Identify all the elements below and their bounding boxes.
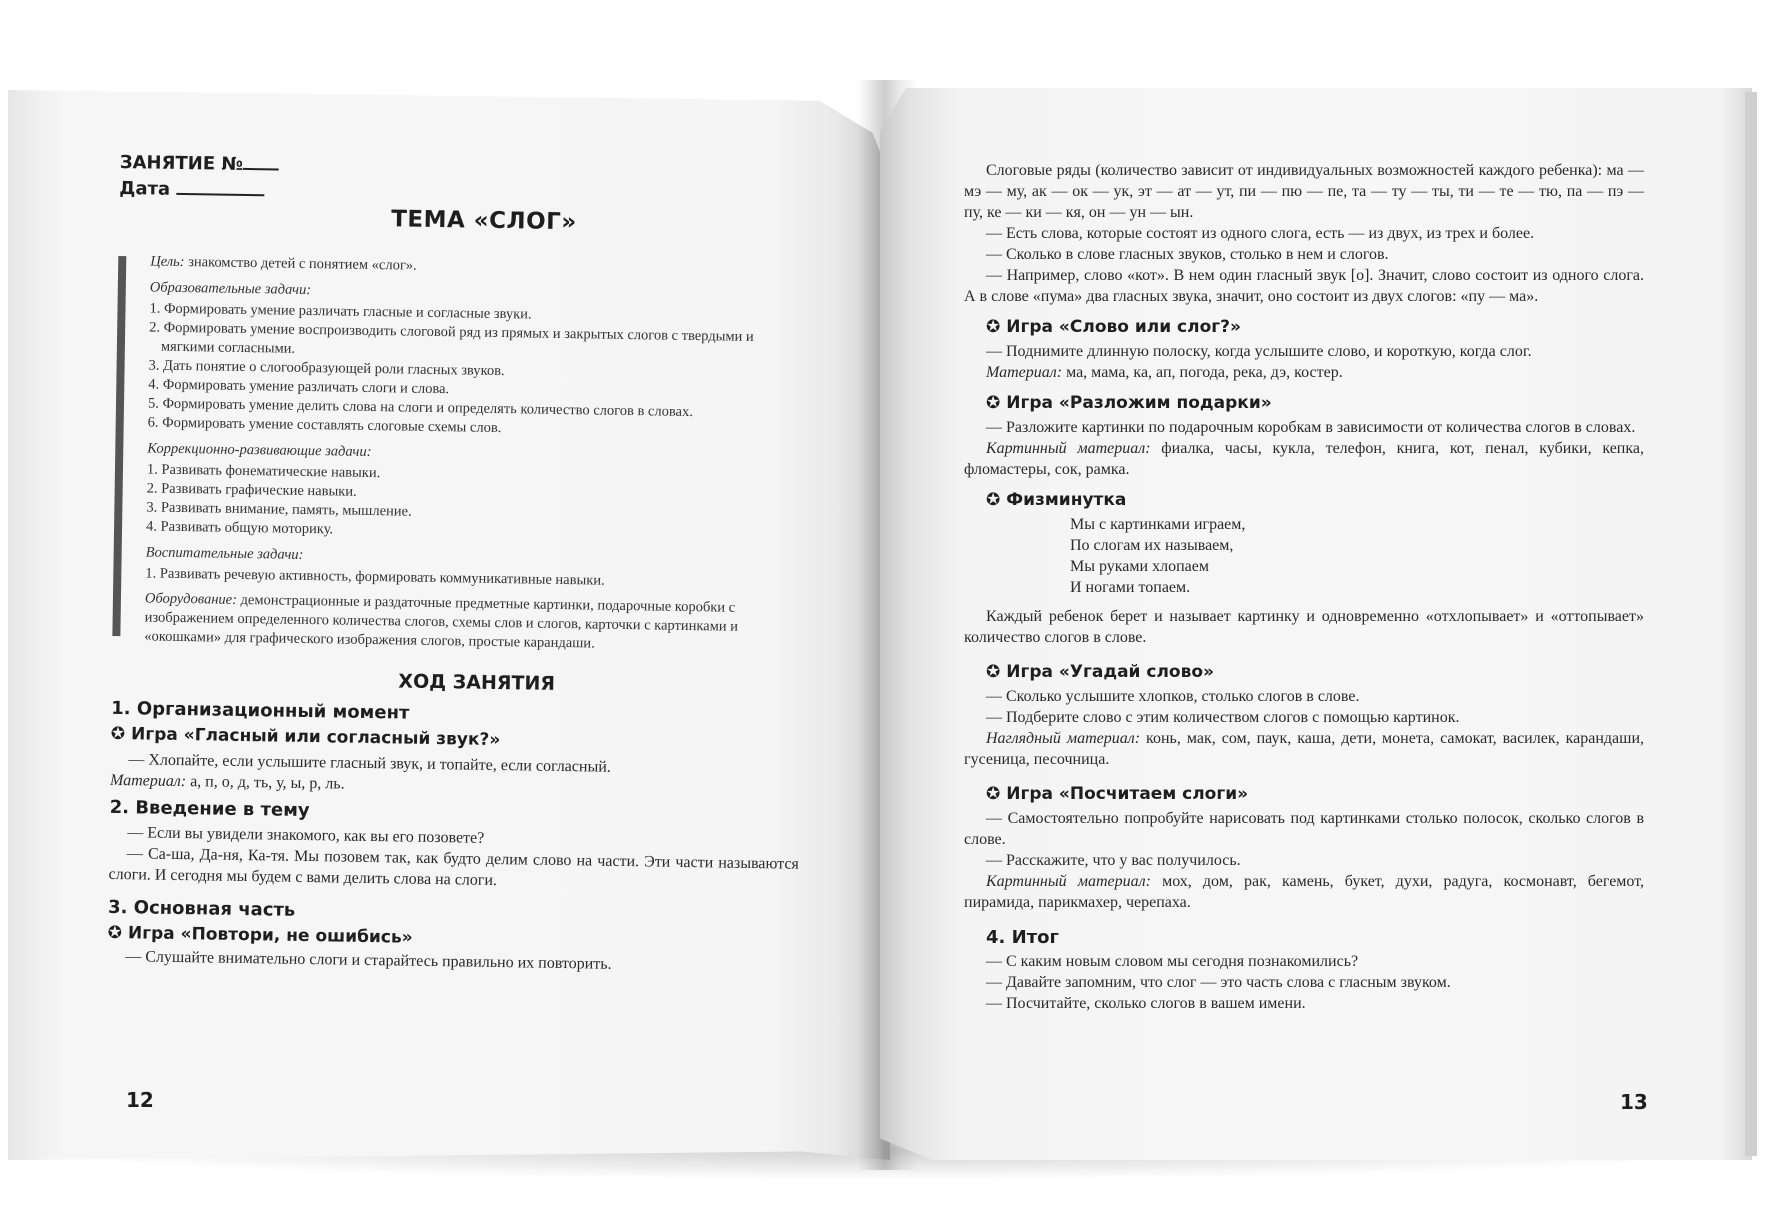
paragraph: Слоговые ряды (количество зависит от индивидуальных возможностей каждого ребенка): ма — мэ — му, ак — ок — ук, эт — ат — ут, пи — пю — пе, та — ту — ты, ти — те — тю, па — пэ — пу, ке — ки — кя, он — ун — ын. xyxy=(964,162,1644,221)
edu-tasks-list xyxy=(148,299,808,442)
paragraph: — Сколько услышите хлопков, столько слогов в слове. xyxy=(986,688,1360,705)
right-page-edge xyxy=(1745,92,1757,1156)
list-item: 5. Формировать умение делить слова на слоги и определять количество слогов в словах. xyxy=(147,395,694,421)
star-icon: ✪ xyxy=(986,662,1001,682)
material-line: Картинный материал: мох, дом, рак, камень, букет, духи, радуга, космонавт, бегемот, пирамида, парикмахер, черепаха. xyxy=(964,873,1644,911)
paragraph: Каждый ребенок берет и называет картинку и одновременно «отхлопывает» и «оттопывает» количество слогов в слове. xyxy=(964,608,1644,646)
game-heading: ✪ Игра «Разложим подарки» xyxy=(986,393,1272,413)
page-number-left: 12 xyxy=(126,1088,154,1112)
star-icon: ✪ xyxy=(107,922,123,944)
material-line: Картинный материал: фиалка, часы, кукла, телефон, книга, кот, пенал, кубики, кепка, фломастеры, сок, рамка. xyxy=(964,440,1644,478)
corr-tasks-list xyxy=(146,460,805,546)
game-heading: ✪ Игра «Слово или слог?» xyxy=(986,317,1241,337)
paragraph: — Хлопайте, если услышите гласный звук, и топайте, если согласный. xyxy=(128,751,611,776)
paragraph: — Давайте запомним, что слог — это часть слова с гласным звуком. xyxy=(986,974,1451,991)
paragraph: — Са-ша, Да-ня, Ка-тя. Мы позовем так, как будто делим слово на части. Эти части называются слоги. И сегодня мы будем с вами делить слова на слоги. xyxy=(108,845,799,890)
poem-line: Мы руками хлопаем xyxy=(1070,558,1209,575)
paragraph: — Посчитайте, сколько слогов в вашем имени. xyxy=(986,995,1306,1012)
paragraph: — С каким новым словом мы сегодня познакомились? xyxy=(986,953,1359,970)
paragraph: — Слушайте внимательно слоги и старайтесь правильно их повторить. xyxy=(125,948,612,973)
paragraph: — Расскажите, что у вас получилось. xyxy=(986,852,1241,869)
lesson-date-label: Дата xyxy=(119,176,809,213)
paragraph: — Если вы увидели знакомого, как вы его позовете? xyxy=(127,824,485,847)
paragraph: — Подберите слово с этим количеством слогов с помощью картинок. xyxy=(986,709,1460,726)
goals-box xyxy=(112,252,808,657)
poem xyxy=(1070,514,1644,598)
section-1-title: 1. Организационный момент xyxy=(111,697,410,724)
material-line: Наглядный материал: конь, мак, сом, паук, каша, дети, монета, самокат, василек, карандаши, гусеница, песочница. xyxy=(964,730,1645,768)
star-icon: ✪ xyxy=(986,784,1001,804)
list-item: 1. Формировать умение различать гласные и согласные звуки. xyxy=(149,300,532,323)
game-heading: ✪ Игра «Повтори, не ошибись» xyxy=(107,922,413,948)
list-item: 3. Развивать внимание, память, мышление. xyxy=(146,499,412,520)
paragraph: — Поднимите длинную полоску, когда услышите слово, и короткую, когда слог. xyxy=(986,343,1532,360)
material-line: Материал: ма, мама, ка, ап, погода, река, дэ, костер. xyxy=(986,364,1343,381)
list-item: 2. Развивать графические навыки. xyxy=(146,480,357,500)
list-item: 4. Развивать общую моторику. xyxy=(145,518,334,538)
vosp-tasks-label: Воспитательные задачи: xyxy=(145,544,304,563)
section-3-title: 3. Основная часть xyxy=(107,896,296,921)
course-title: ХОД ЗАНЯТИЯ xyxy=(398,670,556,695)
list-item: 4. Формировать умение различать слоги и слова. xyxy=(148,376,450,398)
paragraph: — Есть слова, которые состоят из одного слога, есть — из двух, из трех и более. xyxy=(986,225,1535,242)
game-heading: ✪ Игра «Угадай слово» xyxy=(986,662,1215,682)
star-icon: ✪ xyxy=(986,317,1001,337)
game-heading: ✪ Игра «Гласный или согласный звук?» xyxy=(110,723,501,751)
paragraph: — Например, слово «кот». В нем один гласный звук [о]. Значит, слово состоит из одного слога. А в слове «пума» два гласных звука, значит, оно состоит из двух слогов: «пу — ма». xyxy=(964,267,1644,305)
poem-line: Мы с картинками играем, xyxy=(1070,516,1246,533)
right-page-content xyxy=(964,160,1644,1014)
game-heading: ✪ Физминутка xyxy=(986,490,1127,510)
page-number-right: 13 xyxy=(1620,1090,1648,1114)
list-item: 1. Развивать фонематические навыки. xyxy=(146,461,381,482)
page-title: ТЕМА «СЛОГ» xyxy=(390,206,577,236)
equipment-paragraph: Оборудование: демонстрационные и раздаточные предметные картинки, подарочные коробки с изображением определенного количества слогов, схемы слов и слогов, карточки с картинками и «окошками» для графического изображения слогов, простые карандаши. xyxy=(144,590,739,652)
section-4-title: 4. Итог xyxy=(986,927,1059,948)
left-page-content xyxy=(107,150,810,978)
section-2-title: 2. Введение в тему xyxy=(109,796,310,822)
poem-line: По слогам их называем, xyxy=(1070,537,1234,554)
list-item: 3. Дать понятие о слогообразующей роли гласных звуков. xyxy=(148,357,505,380)
paragraph: — Сколько в слове гласных звуков, столько в нем и слогов. xyxy=(986,246,1389,263)
star-icon: ✪ xyxy=(986,490,1001,510)
lesson-number-label: ЗАНЯТИЕ № xyxy=(120,150,810,187)
list-item: 2. Формировать умение воспроизводить слоговой ряд из прямых и закрытых слогов с твердыми и мягкими согласными. xyxy=(149,319,754,357)
list-item: 6. Формировать умение составлять слоговые схемы слов. xyxy=(147,414,502,437)
goal-line: Цель: знакомство детей с понятием «слог». xyxy=(150,253,417,274)
corr-tasks-label: Коррекционно-развивающие задачи: xyxy=(147,440,372,460)
material-line: Материал: а, п, о, д, ть, у, ы, р, ль. xyxy=(109,771,345,793)
game-heading: ✪ Игра «Посчитаем слоги» xyxy=(986,784,1249,804)
edu-tasks-label: Образовательные задачи: xyxy=(149,279,312,299)
star-icon: ✪ xyxy=(110,723,126,745)
paragraph: — Самостоятельно попробуйте нарисовать под картинками столько полосок, сколько слогов в слове. xyxy=(964,810,1644,848)
star-icon: ✪ xyxy=(986,393,1001,413)
list-item: 1. Развивать речевую активность, формировать коммуникативные навыки. xyxy=(145,565,605,589)
poem-line: И ногами топаем. xyxy=(1070,579,1191,596)
paragraph: — Разложите картинки по подарочным коробкам в зависимости от количества слогов в словах. xyxy=(986,419,1636,436)
